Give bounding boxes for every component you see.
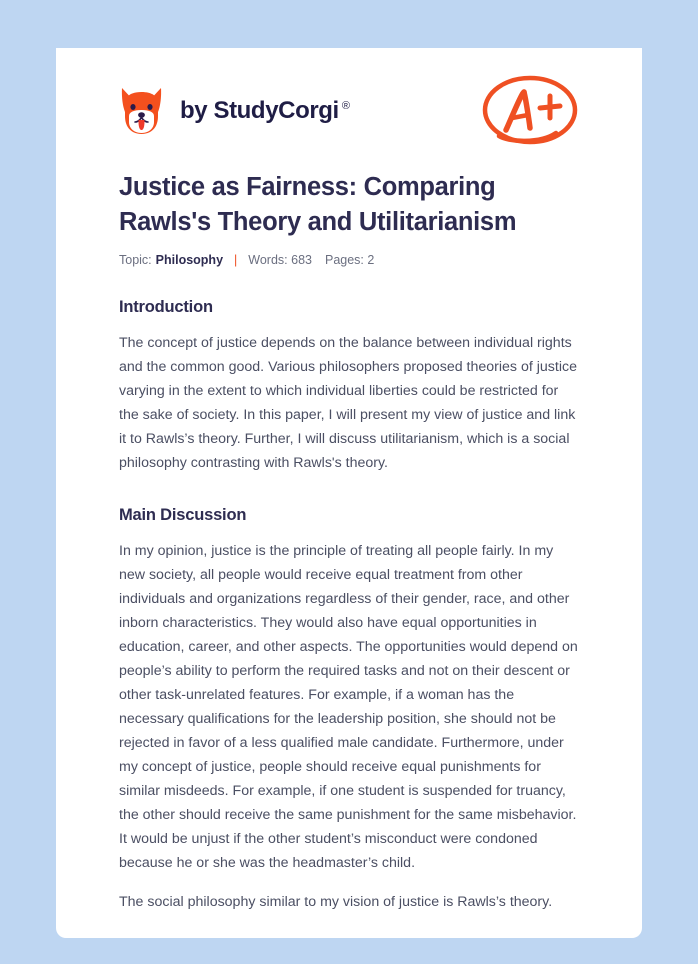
topic-value-link[interactable]: Philosophy <box>155 253 224 268</box>
paragraph: The social philosophy similar to my vision of justice is Rawls’s theory. <box>119 894 553 911</box>
corgi-face-icon <box>119 86 164 136</box>
paragraph: The concept of justice depends on the balance between individual rights and the common good. Various philosophers proposed theories of justice varying in the extent to which individual liberties could be restricted for the sake of society. In this paper, I will present my view of justice and link it to Rawls’s theory. Further, I will discuss utilitarianism, which is a social philosophy contrasting with Rawls's theory. <box>119 335 577 472</box>
paragraph: In my opinion, justice is the principle of treating all people fairly. In my new society, all people would receive equal treatment from other individuals and organizations regardless of their gender, race, and other inborn characteristics. They would also have equal opportunities in education, career, and other aspects. The opportunities would depend on people’s ability to perform the required tasks and not on their descent or other task-unrelated features. For example, if a woman has the necessary qualifications for the leadership position, she should not be rejected in favor of a less qualified male candidate. Furthermore, under my concept of justice, people should receive equal punishments for similar misdeeds. For example, if one student is suspended for truancy, the other should receive the same punishment for the same misbehavior. It would be unjust if the other student’s misconduct were condoned because he or she was the headmaster’s child. <box>119 543 578 872</box>
meta-separator: | <box>234 253 238 268</box>
site-header <box>119 48 579 152</box>
registered-trademark-icon: ® <box>341 100 350 112</box>
document-meta <box>119 253 579 267</box>
brand-logo-group[interactable] <box>119 86 350 136</box>
topic-label: Topic: <box>119 253 152 268</box>
a-plus-grade-badge-icon <box>478 70 583 152</box>
brand-wordmark <box>180 99 350 123</box>
document-page <box>56 48 642 938</box>
section-heading-introduction: Introduction <box>119 298 213 317</box>
section-heading-main-discussion: Main Discussion <box>119 506 247 525</box>
page-title: Justice as Fairness: Comparing Rawls's Theory and Utilitarianism <box>119 173 517 236</box>
brand-wordmark-text: by StudyCorgi <box>180 97 339 124</box>
word-count: Words: 683 <box>248 253 312 268</box>
page-count: Pages: 2 <box>324 253 375 268</box>
